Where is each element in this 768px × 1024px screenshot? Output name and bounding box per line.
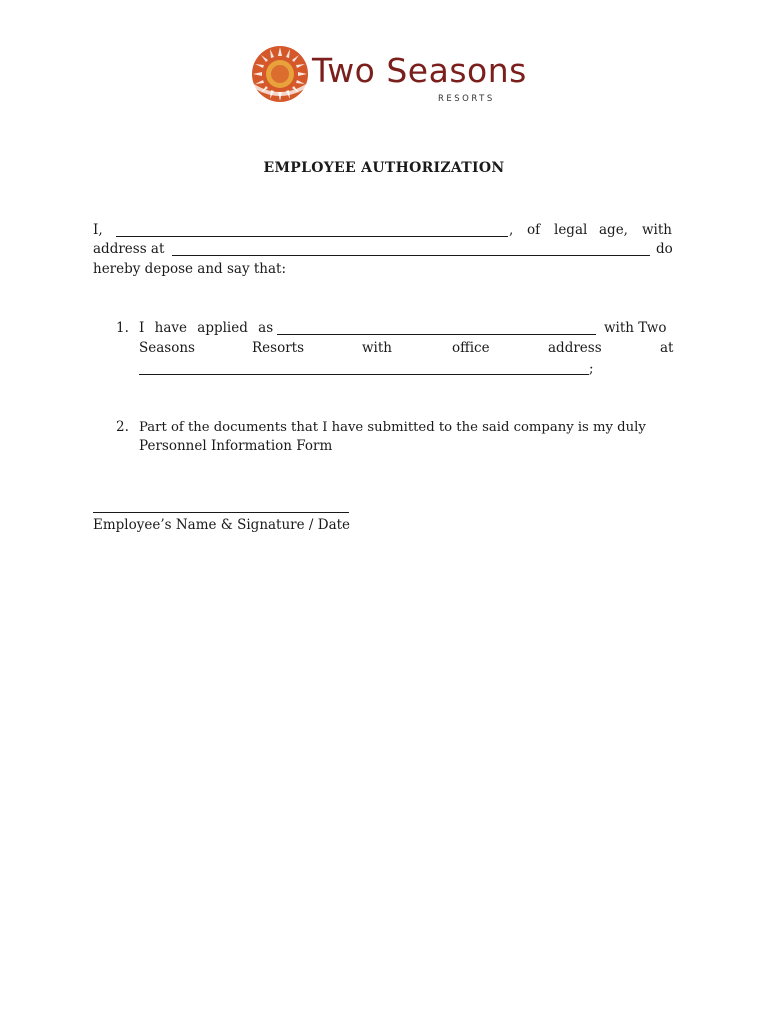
address-blank[interactable]: [172, 255, 650, 256]
item1-office: office: [452, 340, 490, 356]
company-logo: [250, 44, 527, 106]
item1-number: 1.: [116, 320, 129, 336]
item1-semicolon: ;: [589, 361, 594, 377]
intro-with: with: [642, 222, 672, 238]
item1-seasons: Seasons: [139, 340, 195, 356]
intro-age: age,: [599, 222, 628, 238]
office-address-blank[interactable]: [139, 374, 589, 375]
signature-blank[interactable]: [93, 512, 349, 513]
item1-address: address: [548, 340, 602, 356]
name-blank[interactable]: [116, 236, 508, 237]
document-title: EMPLOYEE AUTHORIZATION: [263, 160, 505, 176]
brand-subtitle: RESORTS: [438, 94, 495, 104]
brand-name: Two Seasons: [312, 51, 527, 90]
intro-do: do: [656, 241, 673, 257]
item1-with-two: with Two: [604, 320, 667, 336]
intro-i: I,: [93, 222, 103, 238]
intro-line3: hereby depose and say that:: [93, 261, 287, 277]
item1-with: with: [362, 340, 392, 356]
intro-legal: legal: [554, 222, 588, 238]
intro-comma: ,: [509, 222, 514, 238]
item2-number: 2.: [116, 419, 129, 435]
item1-at: at: [660, 340, 674, 356]
item1-applied-as: I have applied as: [139, 320, 274, 336]
item1-resorts: Resorts: [252, 340, 305, 356]
item2-line1: Part of the documents that I have submitted to the said company is my duly: [139, 420, 646, 435]
position-blank[interactable]: [277, 334, 596, 335]
intro-of: of: [527, 222, 541, 238]
signature-label: Employee’s Name & Signature / Date: [93, 517, 351, 533]
sun-logo-icon: [250, 44, 310, 104]
intro-address-at: address at: [93, 241, 165, 257]
item2-line2: Personnel Information Form: [139, 438, 333, 454]
